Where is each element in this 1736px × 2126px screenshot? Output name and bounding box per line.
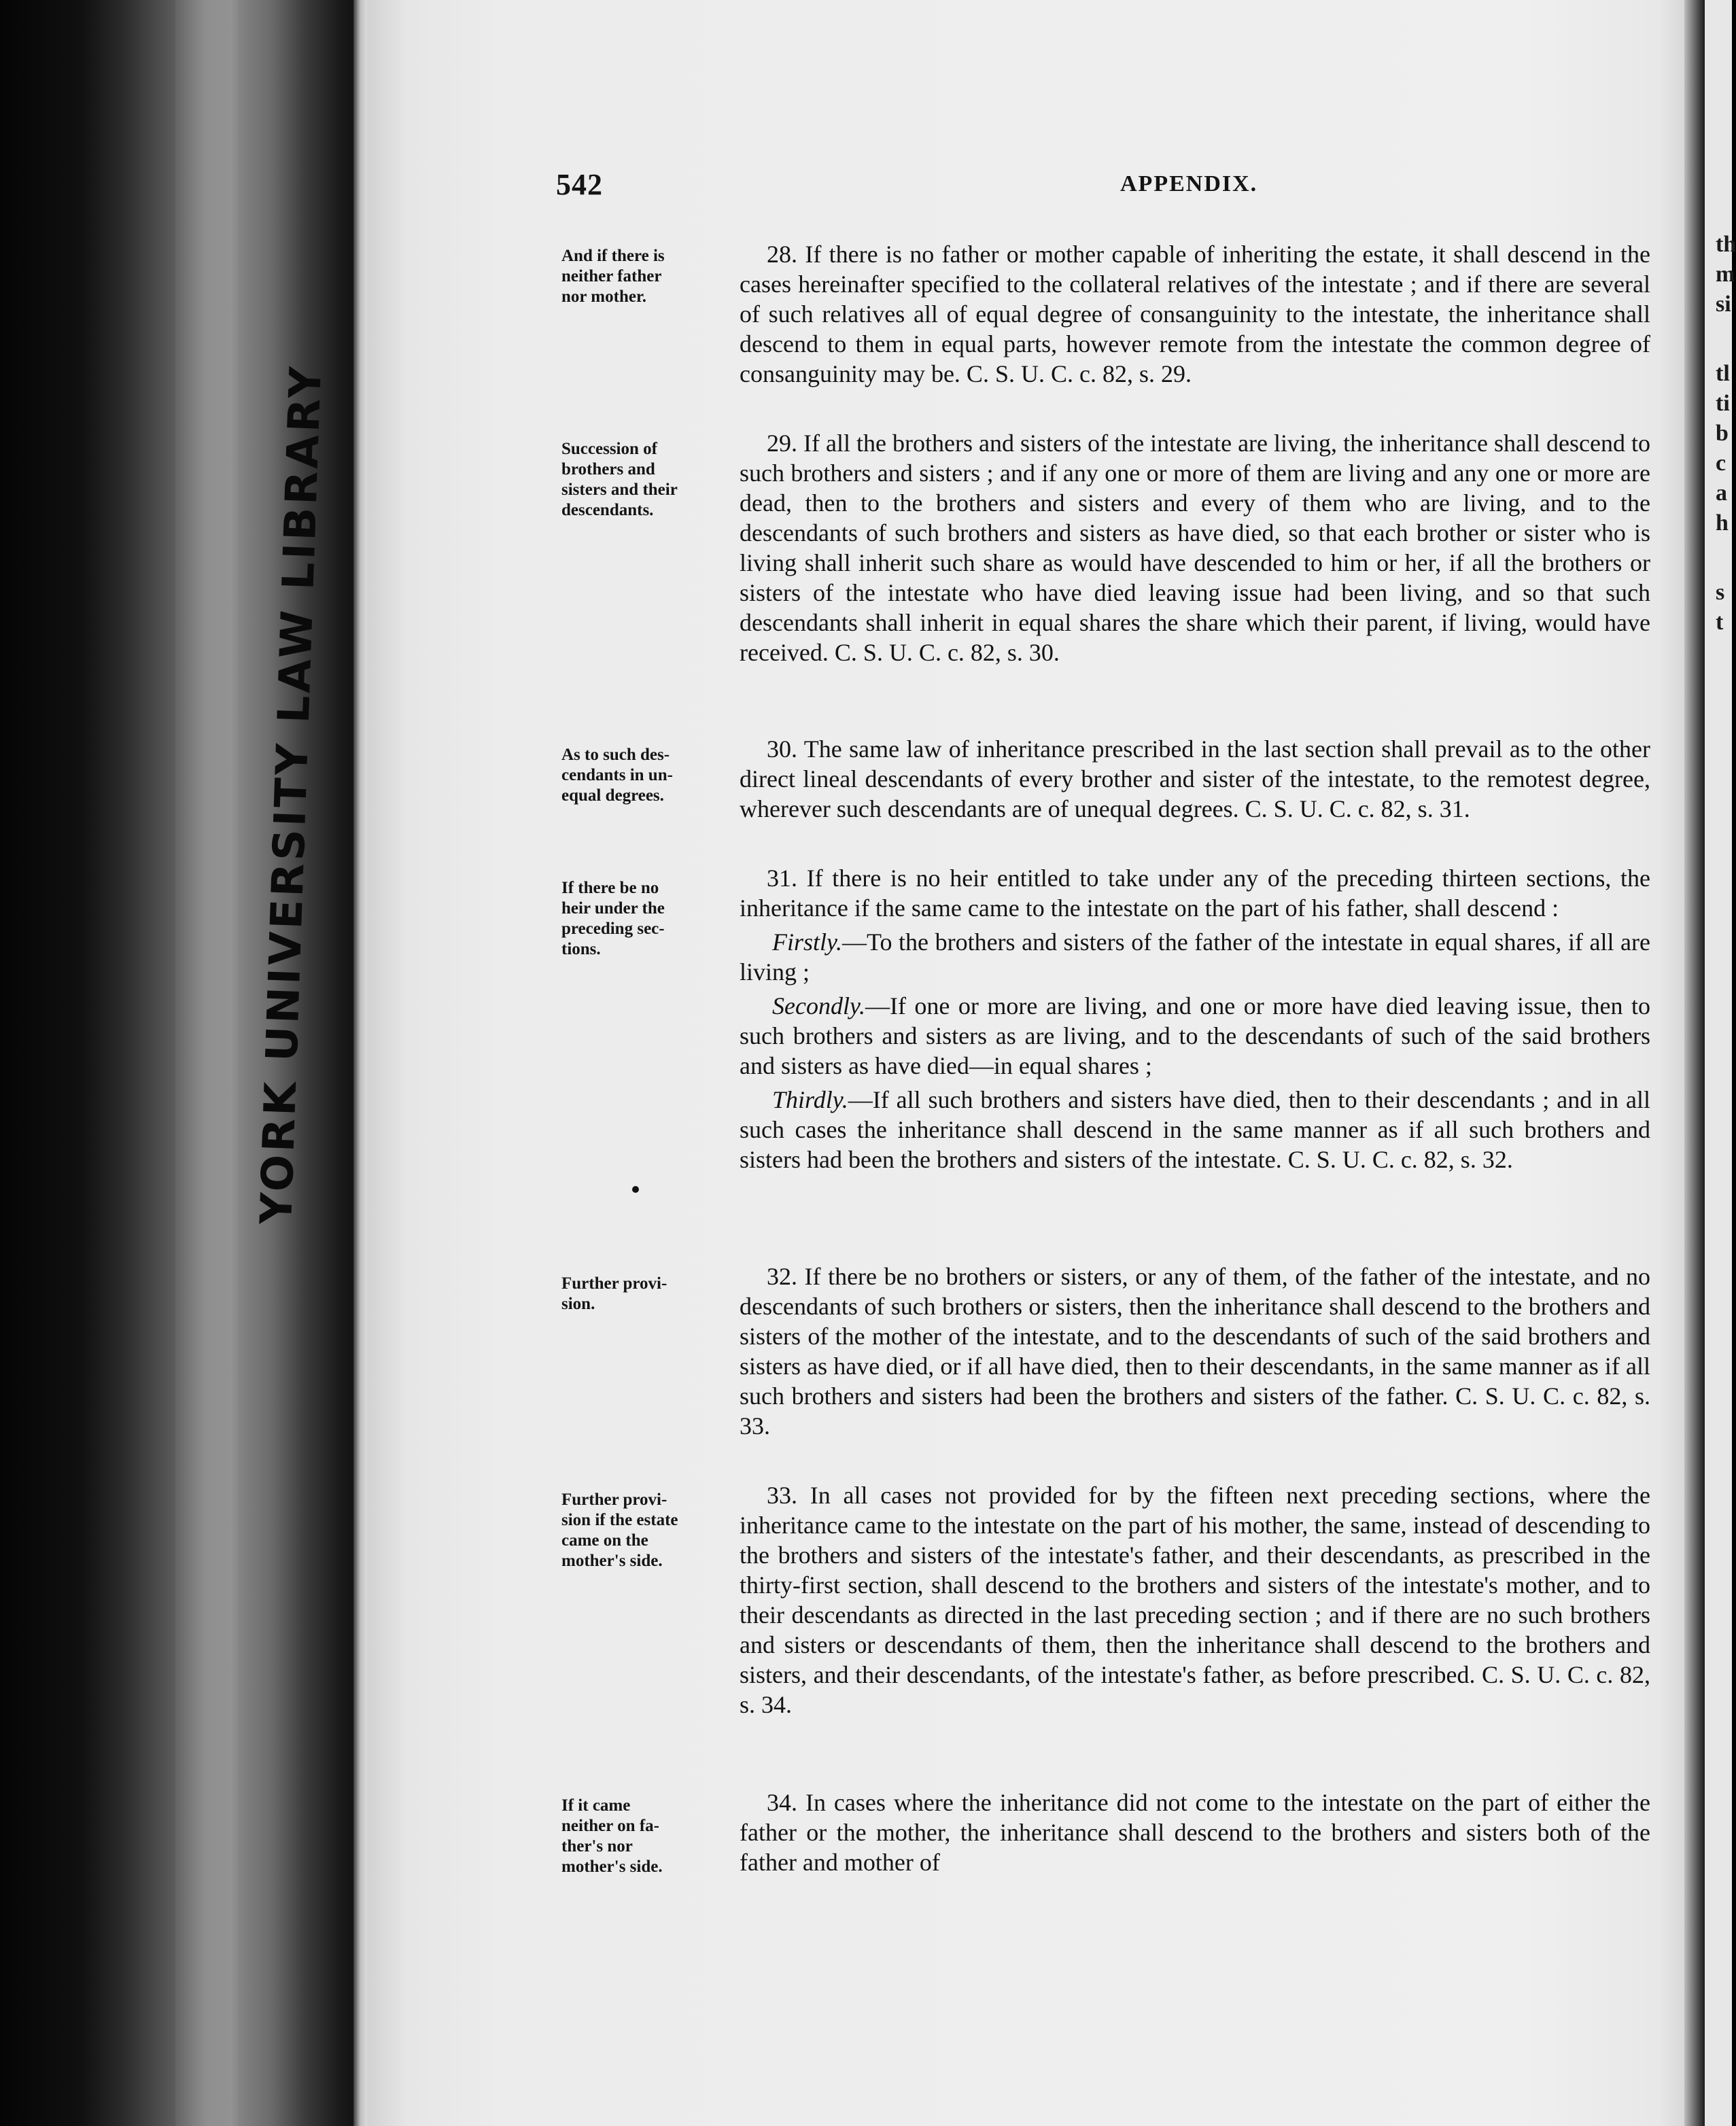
section-number: 33. — [767, 1482, 797, 1509]
subclause-label: Firstly. — [772, 928, 843, 956]
section-29 — [740, 428, 1650, 667]
spine-highlight — [175, 0, 238, 2126]
facing-page-fragment: m — [1716, 262, 1735, 287]
subclause-text: —To the brothers and sisters of the father of the intestate in equal shares, if all are living ; — [740, 928, 1650, 986]
section-28 — [740, 239, 1650, 389]
subclause-label: Secondly. — [772, 992, 865, 1020]
section-30 — [740, 734, 1650, 824]
facing-page-fragment: c — [1716, 451, 1726, 476]
section-text: If there be no brothers or sisters, or any of them, of the father of the intestate, and no descendants of such brothers or sisters, then the inheritance shall descend to the brothers and sisters of the mother of the intestate, and to the descendants of such of the said brothers and sisters as have died, or if all have died, then to their descendants, in the same manner as if all such brothers and sisters had been the brothers and sisters of the father. C. S. U. C. c. 82, s. 33. — [740, 1263, 1650, 1440]
section-text: If there is no heir entitled to take under any of the preceding thirteen sections, the inheritance if the same came to the intestate on the part of his father, shall descend : — [740, 865, 1650, 922]
ink-speck — [632, 1186, 639, 1193]
section-33 — [740, 1480, 1650, 1720]
facing-page-fragment: s — [1716, 580, 1725, 605]
section-31 — [740, 863, 1650, 1174]
section-32 — [740, 1261, 1650, 1441]
margin-note: As to such des- cendants in un- equal degrees. — [561, 746, 673, 805]
margin-note: And if there is neither father nor mother. — [561, 247, 665, 306]
section-34 — [740, 1788, 1650, 1877]
facing-page-edge — [1705, 0, 1736, 2126]
margin-note: Further provi- sion if the estate came on the mother's side. — [561, 1491, 678, 1570]
section-text: If all the brothers and sisters of the intestate are living, the inheritance shall descend to such brothers and sisters ; and if any one or more of them are living and any one or more are dead, then to the brothers and sisters and every of them who are living, and to the descendants of such brothers and sisters as have died, so that each brother or sister who is living shall inherit such share as would have descended to him or her, if all the brothers or sisters of the intestate who have died leaving issue had been living, and so that such descendants shall inherit in equal shares the share which their parent, if living, would have received. C. S. U. C. c. 82, s. 30. — [740, 430, 1650, 666]
section-number: 30. — [767, 735, 797, 763]
spine-library-stamp: YORK UNIVERSITY LAW LIBRARY — [251, 363, 332, 1225]
subclause-thirdly — [740, 1085, 1650, 1174]
subclause-label: Thirdly. — [772, 1086, 848, 1113]
subclause-text: —If one or more are living, and one or more have died leaving issue, then to such brothers and sisters as are living, and to the descendants of such of the said brothers and sisters as have died—in equal shares ; — [740, 992, 1650, 1079]
section-text: In all cases not provided for by the fifteen next preceding sections, where the inheritance came to the intestate on the part of his mother, the same, instead of descending to the brothers and sisters of the intestate's father, and their descendants, as prescribed in the thirty-first section, shall descend to the brothers and sisters of the intestate's mother, and to their descendants as directed in the last preceding section ; and if there are no such brothers and sisters or descendants of them, then the inheritance shall descend to the brothers and sisters, and their descendants, of the intestate's father, as before prescribed. C. S. U. C. c. 82, s. 34. — [740, 1482, 1650, 1718]
section-number: 32. — [767, 1263, 797, 1290]
facing-page-fragment: b — [1716, 421, 1729, 446]
margin-note: Succession of brothers and sisters and their descendants. — [561, 440, 678, 519]
facing-page-fragment: si — [1716, 292, 1731, 317]
margin-note: Further provi- sion. — [561, 1274, 667, 1313]
section-text: The same law of inheritance prescribed in the last section shall prevail as to the other direct lineal descendants of every brother and sister of the intestate, to the remotest degree, wherever such descendants are of unequal degrees. C. S. U. C. c. 82, s. 31. — [740, 735, 1650, 822]
margin-note: If there be no heir under the preceding sec- tions. — [561, 879, 665, 958]
section-text: In cases where the inheritance did not come to the intestate on the part of either the father or the mother, the inheritance shall descend to the brothers and sisters both of the father and mother of — [740, 1789, 1650, 1876]
facing-page-fragment: h — [1716, 510, 1729, 536]
section-number: 28. — [767, 241, 797, 268]
page-fold-shadow — [1684, 0, 1705, 2126]
section-number: 34. — [767, 1789, 797, 1816]
page-number: 542 — [556, 168, 603, 201]
page-gutter-edge — [353, 0, 367, 2126]
section-number: 31. — [767, 865, 797, 892]
subclause-firstly — [740, 927, 1650, 987]
subclause-text: —If all such brothers and sisters have died, then to their descendants ; and in all such cases the inheritance shall descend in the same manner as if all such brothers and sisters had been the brothers and sisters of the intestate. C. S. U. C. c. 82, s. 32. — [740, 1086, 1650, 1173]
facing-page-fragment: ti — [1716, 391, 1730, 416]
facing-page-fragment: th — [1716, 232, 1736, 257]
facing-page-fragment: t — [1716, 610, 1724, 635]
margin-note: If it came neither on fa- ther's nor mother's side. — [561, 1796, 663, 1876]
subclause-secondly — [740, 991, 1650, 1081]
running-head: APPENDIX. — [1120, 171, 1258, 196]
section-number: 29. — [767, 430, 797, 457]
facing-page-fragment: a — [1716, 481, 1727, 506]
facing-page-fragment: tl — [1716, 361, 1730, 386]
section-text: If there is no father or mother capable of inheriting the estate, it shall descend in the cases hereinafter specified to the collateral relatives of the intestate ; and if there are several of such relatives all of equal degree of consanguinity to the intestate, the inheritance shall descend to them in equal parts, however remote from the intestate the common degree of consanguinity may be. C. S. U. C. c. 82, s. 29. — [740, 241, 1651, 387]
